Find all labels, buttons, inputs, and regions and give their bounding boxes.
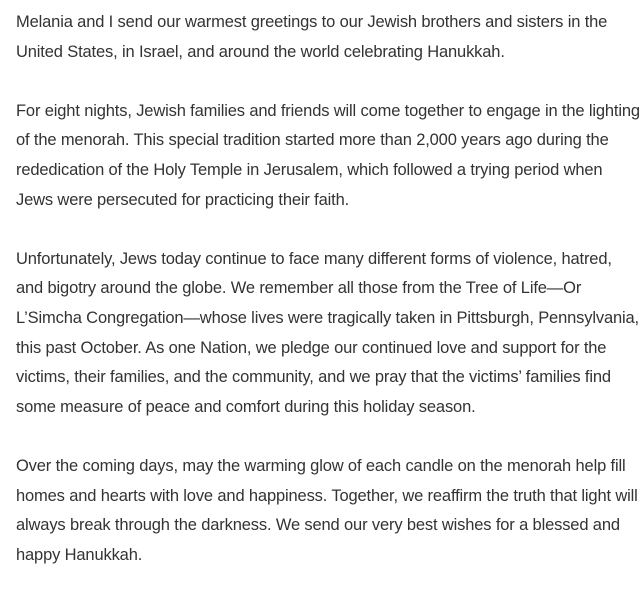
- document-body: [16, 8, 642, 570]
- paragraph-greeting: Melania and I send our warmest greetings to our Jewish brothers and sisters in the United States, in Israel, and around the world celebrating Hanukkah.: [16, 13, 608, 61]
- paragraph-tradition: For eight nights, Jewish families and friends will come together to engage in the lighting of the menorah. This special tradition started more than 2,000 years ago during the rededication of the Holy Temple in Jerusalem, which followed a trying period when Jews were persecuted for practicing their faith.: [16, 101, 640, 209]
- paragraph-remembrance: Unfortunately, Jews today continue to face many different forms of violence, hatred, and bigotry around the globe. We remember all those from the Tree of Life—Or L’Simcha Congregation—whose lives were tragically taken in Pittsburgh, Pennsylvania, this past October. As one Nation, we pledge our continued love and support for the victims, their families, and the community, and we pray that the victims’ families find some measure of peace and comfort during this holiday season.: [16, 249, 639, 416]
- paragraph-wishes: Over the coming days, may the warming glow of each candle on the menorah help fill homes and hearts with love and happiness. Together, we reaffirm the truth that light will always break through the darkness. We send our very best wishes for a blessed and happy Hanukkah.: [16, 456, 638, 564]
